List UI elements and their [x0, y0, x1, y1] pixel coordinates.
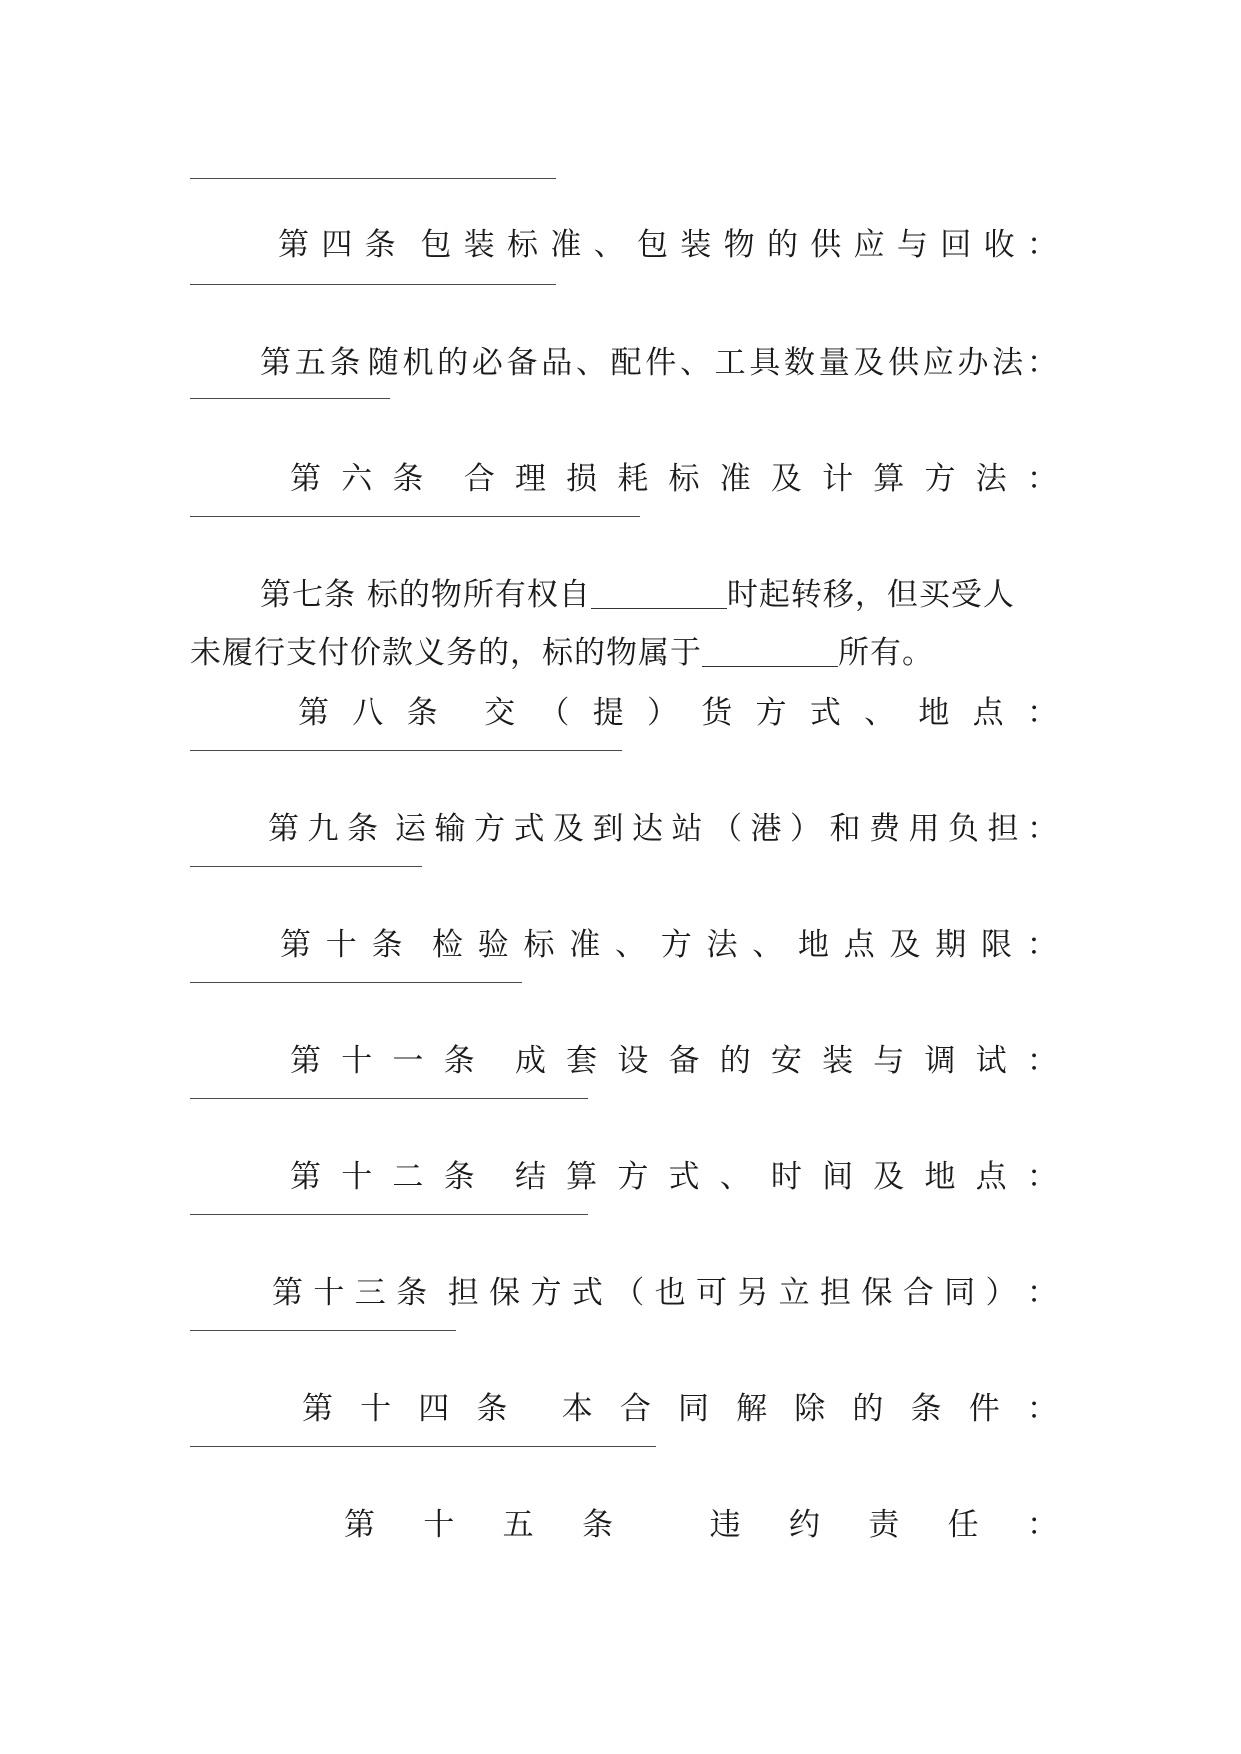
heading-char: 第 [272, 1275, 303, 1311]
heading-char: 条 [371, 927, 403, 963]
heading-char: 及 [873, 1159, 905, 1195]
article-5 [260, 340, 1058, 386]
heading-char: 装 [822, 1043, 854, 1079]
article-8 [298, 690, 1058, 736]
heading-char: 合 [463, 461, 495, 497]
heading-char: 办 [957, 345, 989, 381]
heading-char: 及 [889, 927, 921, 963]
fill-line[interactable] [190, 284, 556, 285]
heading-char: 条 [476, 1391, 508, 1427]
heading-char: 第 [260, 345, 291, 381]
heading-char: 第 [290, 1159, 321, 1195]
heading-char: ： [1026, 1507, 1058, 1543]
heading-char: 四 [321, 227, 353, 263]
article-9 [268, 806, 1058, 852]
heading-char: 时 [770, 1159, 802, 1195]
heading-char: 配 [610, 345, 642, 381]
heading-char: 检 [432, 927, 463, 963]
heading-char: 货 [701, 695, 733, 731]
heading-char: 条 [364, 227, 396, 263]
heading-char: 数 [784, 345, 815, 381]
heading-char: 站 [671, 811, 703, 847]
heading-char: 与 [896, 227, 928, 263]
heading-char: 、 [719, 1159, 751, 1195]
heading-char: 可 [695, 1275, 727, 1311]
heading-char: 及 [770, 461, 802, 497]
article-6 [290, 456, 1058, 502]
heading-char: 保 [861, 1275, 893, 1311]
heading-char: 准 [569, 927, 601, 963]
heading-char: 责 [868, 1507, 900, 1543]
fill-line[interactable] [190, 866, 422, 867]
heading-char: 五 [294, 345, 326, 381]
heading-char: 必 [471, 345, 503, 381]
heading-char: 期 [935, 927, 967, 963]
heading-char: ： [1026, 1275, 1058, 1311]
heading-char: 除 [794, 1391, 826, 1427]
heading-char: 、 [752, 927, 784, 963]
heading-char: 与 [873, 1043, 905, 1079]
heading-char: 输 [434, 811, 466, 847]
heading-char: 成 [514, 1043, 546, 1079]
heading-char: 十 [341, 1159, 373, 1195]
heading-char: 具 [749, 345, 781, 381]
heading-char: 标 [506, 227, 538, 263]
heading-char: ： [1026, 461, 1058, 497]
heading-char: 算 [566, 1159, 598, 1195]
heading-char: 、 [593, 227, 625, 263]
heading-char: 方 [924, 461, 956, 497]
heading-char: 的 [437, 345, 469, 381]
heading-char: 品 [541, 345, 573, 381]
heading-char: ： [1027, 811, 1058, 847]
heading-char: 同 [677, 1391, 709, 1427]
heading-char: 设 [617, 1043, 649, 1079]
heading-char: 的 [766, 227, 798, 263]
fill-line[interactable] [190, 982, 522, 983]
heading-char: 损 [566, 461, 598, 497]
heading-char: 条 [392, 461, 424, 497]
heading-char: ） [985, 1275, 1017, 1311]
heading-char: 九 [307, 811, 339, 847]
heading-char: 解 [736, 1391, 768, 1427]
fill-line[interactable] [190, 1214, 588, 1215]
heading-char: 方 [474, 811, 505, 847]
heading-char: 达 [632, 811, 663, 847]
heading-char: 供 [810, 227, 842, 263]
heading-char: 准 [719, 461, 751, 497]
heading-char: 备 [506, 345, 538, 381]
fill-line[interactable] [190, 1446, 656, 1447]
heading-char: 调 [924, 1043, 956, 1079]
heading-char: 十 [325, 927, 357, 963]
heading-char: 方 [530, 1275, 562, 1311]
article-10 [280, 922, 1058, 968]
heading-char: 地 [798, 927, 829, 963]
heading-char: 也 [654, 1275, 686, 1311]
heading-char: 用 [908, 811, 940, 847]
heading-char: 第 [280, 927, 311, 963]
heading-char: 工 [714, 345, 746, 381]
heading-char: 到 [592, 811, 624, 847]
heading-char: 六 [341, 461, 373, 497]
article-11 [290, 1038, 1058, 1084]
heading-char: 提 [592, 695, 624, 731]
heading-char: 条 [443, 1043, 475, 1079]
heading-char: 及 [853, 345, 885, 381]
heading-char: 费 [869, 811, 900, 847]
heading-char: 点 [843, 927, 875, 963]
heading-char: ： [1026, 695, 1058, 731]
heading-char: ： [1026, 927, 1058, 963]
article-14 [302, 1386, 1058, 1432]
heading-char: 第 [298, 695, 329, 731]
heading-char: 式 [809, 695, 841, 731]
fill-line[interactable] [190, 516, 640, 517]
heading-char: 装 [463, 227, 495, 263]
heading-char: 本 [561, 1391, 593, 1427]
article-12 [290, 1154, 1058, 1200]
heading-char: 件 [968, 1391, 1000, 1427]
article-7-text: 时起转移，但买受人 [726, 577, 1015, 613]
heading-char: 的 [852, 1391, 884, 1427]
heading-char: 方 [617, 1159, 649, 1195]
heading-char: 条 [329, 345, 361, 381]
heading-char: 十 [360, 1391, 392, 1427]
heading-char: 二 [392, 1159, 424, 1195]
heading-char: 包 [420, 227, 452, 263]
heading-char: 地 [918, 695, 950, 731]
heading-char: 约 [788, 1507, 820, 1543]
article-7-text: 所有。 [838, 635, 934, 671]
heading-char: 第 [290, 1043, 321, 1079]
heading-char: 条 [910, 1391, 942, 1427]
heading-char: 准 [550, 227, 582, 263]
heading-char: 验 [477, 927, 509, 963]
heading-char: 担 [987, 811, 1019, 847]
ownership-transfer-blank[interactable] [591, 578, 727, 609]
heading-char: ： [1026, 1391, 1058, 1427]
heading-char: 结 [514, 1159, 546, 1195]
heading-char: 套 [566, 1043, 598, 1079]
heading-char: 第 [302, 1391, 333, 1427]
article-7-line-1 [260, 572, 1058, 618]
heading-char: 收 [983, 227, 1015, 263]
heading-char: 港 [750, 811, 782, 847]
heading-char: 应 [922, 345, 954, 381]
heading-char: ） [790, 811, 821, 847]
heading-char: 条 [396, 1275, 428, 1311]
ownership-holder-blank[interactable] [702, 636, 838, 667]
heading-char: 地 [924, 1159, 956, 1195]
heading-char: 运 [395, 811, 426, 847]
heading-char: 、 [575, 345, 607, 381]
heading-char: 件 [645, 345, 677, 381]
heading-char: 违 [709, 1507, 741, 1543]
heading-char: 式 [668, 1159, 700, 1195]
heading-char: 回 [940, 227, 972, 263]
heading-char: 方 [660, 927, 692, 963]
heading-char: ： [1026, 1043, 1058, 1079]
heading-char: 十 [341, 1043, 373, 1079]
fill-line[interactable] [190, 1330, 456, 1331]
heading-char: 理 [514, 461, 546, 497]
heading-char: 同 [944, 1275, 976, 1311]
heading-char: 一 [392, 1043, 424, 1079]
heading-char: 试 [975, 1043, 1007, 1079]
heading-char: 负 [948, 811, 979, 847]
heading-char: 条 [443, 1159, 475, 1195]
heading-char: 立 [778, 1275, 810, 1311]
heading-char: 担 [820, 1275, 852, 1311]
heading-char: ： [1026, 1159, 1058, 1195]
heading-char: 五 [502, 1507, 534, 1543]
article-7-text: 第七条 标的物所有权自 [260, 577, 591, 613]
heading-char: 、 [679, 345, 711, 381]
heading-char: 备 [668, 1043, 700, 1079]
heading-char: 式 [571, 1275, 603, 1311]
heading-char: 法 [992, 345, 1024, 381]
article-7-line-2 [190, 630, 1058, 676]
heading-char: 点 [975, 1159, 1007, 1195]
heading-char: 和 [829, 811, 861, 847]
heading-char: 装 [680, 227, 712, 263]
heading-char: 随 [367, 345, 399, 381]
heading-char: 四 [418, 1391, 450, 1427]
article-7-text: 未履行支付价款义务的，标的物属于 [190, 635, 702, 671]
heading-char: 间 [822, 1159, 854, 1195]
heading-char: ： [1026, 345, 1058, 381]
heading-char: 点 [972, 695, 1004, 731]
heading-char: 量 [818, 345, 850, 381]
article-4 [278, 222, 1058, 268]
heading-char: 条 [406, 695, 438, 731]
heading-char: 应 [853, 227, 885, 263]
heading-char: 、 [615, 927, 646, 963]
fill-line[interactable] [190, 178, 556, 179]
heading-char: 的 [719, 1043, 751, 1079]
fill-line[interactable] [190, 398, 390, 399]
heading-char: 条 [347, 811, 378, 847]
heading-char: 任 [947, 1507, 979, 1543]
heading-char: 第 [290, 461, 321, 497]
heading-char: 、 [864, 695, 896, 731]
heading-char: 十 [313, 1275, 345, 1311]
heading-char: 计 [822, 461, 854, 497]
heading-char: 法 [706, 927, 738, 963]
heading-char: 标 [668, 461, 700, 497]
heading-char: 八 [352, 695, 384, 731]
heading-char: 合 [619, 1391, 651, 1427]
heading-char: 交 [484, 695, 516, 731]
heading-char: 第 [278, 227, 309, 263]
heading-char: 第 [344, 1507, 375, 1543]
fill-line[interactable] [190, 1098, 588, 1099]
heading-char: 包 [636, 227, 668, 263]
heading-char: 及 [553, 811, 584, 847]
heading-char: 式 [513, 811, 545, 847]
heading-char: 耗 [617, 461, 649, 497]
heading-char: （ [711, 811, 742, 847]
heading-char: 条 [581, 1507, 613, 1543]
heading-char: 机 [402, 345, 434, 381]
heading-char: 三 [354, 1275, 386, 1311]
heading-char: 十 [423, 1507, 455, 1543]
heading-char: 限 [981, 927, 1012, 963]
heading-char: 物 [723, 227, 755, 263]
heading-char: （ [613, 1275, 645, 1311]
heading-char: 方 [755, 695, 787, 731]
heading-char: 安 [770, 1043, 802, 1079]
heading-char: ） [646, 695, 678, 731]
heading-char: （ [538, 695, 570, 731]
fill-line[interactable] [190, 750, 622, 751]
heading-char: 担 [447, 1275, 479, 1311]
heading-char: 标 [523, 927, 555, 963]
heading-char: 合 [902, 1275, 934, 1311]
heading-char: ： [1026, 227, 1058, 263]
heading-char: 法 [975, 461, 1007, 497]
heading-char: 算 [873, 461, 905, 497]
heading-char: 保 [489, 1275, 521, 1311]
heading-char: 供 [888, 345, 920, 381]
article-13 [272, 1270, 1058, 1316]
heading-char: 第 [268, 811, 299, 847]
article-15 [344, 1502, 1058, 1548]
heading-char: 另 [737, 1275, 769, 1311]
